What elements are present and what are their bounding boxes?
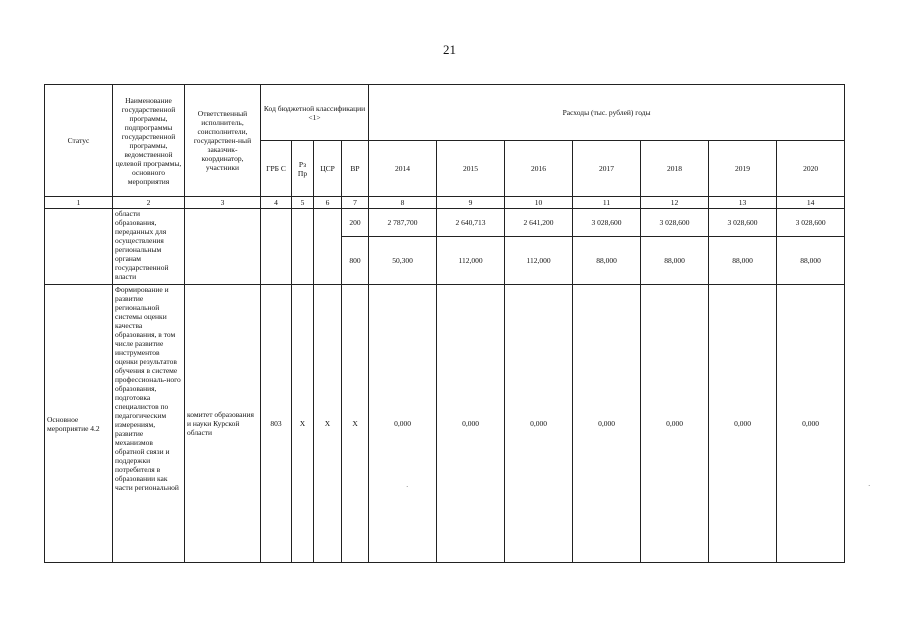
value-cell: 0,000 bbox=[505, 285, 573, 563]
value-cell: 0,000 bbox=[777, 285, 845, 563]
activity-name: Формирование и развитие региональной системы оценки качества образования, в том числе развитие инструментов оценки результатов обучения в системе профессиональ-ного образования, подготовка специалистов по педагогическим измерениям, развитие механизмов обратной связи и поддержки потребителя в образовании как части региональной bbox=[113, 285, 185, 563]
activity-executor: комитет образования и науки Курской области bbox=[185, 285, 261, 563]
value-cell: 0,000 bbox=[641, 285, 709, 563]
value-cell: 3 028,600 bbox=[573, 209, 641, 237]
budget-table bbox=[44, 84, 845, 563]
column-number: 4 bbox=[261, 197, 292, 209]
value-cell: 88,000 bbox=[641, 237, 709, 285]
column-number: 10 bbox=[505, 197, 573, 209]
value-cell: 0,000 bbox=[573, 285, 641, 563]
continuation-status bbox=[45, 209, 113, 285]
value-cell: 2 787,700 bbox=[369, 209, 437, 237]
column-number: 11 bbox=[573, 197, 641, 209]
column-number: 9 bbox=[437, 197, 505, 209]
header-row bbox=[45, 85, 845, 141]
table-row bbox=[45, 209, 845, 237]
value-cell: 0,000 bbox=[369, 285, 437, 563]
header-year: 2014 bbox=[369, 141, 437, 197]
header-rzpr: Рз Пр bbox=[292, 141, 314, 197]
activity-grbs: 803 bbox=[261, 285, 292, 563]
header-executor: Ответственный исполнитель, соисполнители, государствен-ный заказчик-координатор, участники bbox=[185, 85, 261, 197]
value-cell: 50,300 bbox=[369, 237, 437, 285]
page-number: 21 bbox=[443, 42, 456, 57]
continuation-name: области образования, переданных для осуществления региональным органам государственной власти bbox=[113, 209, 185, 285]
column-number: 8 bbox=[369, 197, 437, 209]
activity-vr: X bbox=[342, 285, 369, 563]
value-cell: 2 641,200 bbox=[505, 209, 573, 237]
column-number: 3 bbox=[185, 197, 261, 209]
column-number: 2 bbox=[113, 197, 185, 209]
value-cell: 0,000 bbox=[709, 285, 777, 563]
column-number: 13 bbox=[709, 197, 777, 209]
header-year: 2020 bbox=[777, 141, 845, 197]
header-year: 2015 bbox=[437, 141, 505, 197]
header-name: Наименование государственной программы, подпрограммы государственной программы, ведомственной целевой программы, основного мероприятия bbox=[113, 85, 185, 197]
value-cell: 88,000 bbox=[777, 237, 845, 285]
header-grbs: ГРБ С bbox=[261, 141, 292, 197]
value-cell: 88,000 bbox=[709, 237, 777, 285]
header-expenses: Расходы (тыс. рублей) годы bbox=[369, 85, 845, 141]
column-number: 14 bbox=[777, 197, 845, 209]
value-cell: 3 028,600 bbox=[777, 209, 845, 237]
header-budget-code: Код бюджетной классификации <1> bbox=[261, 85, 369, 141]
value-cell: 3 028,600 bbox=[709, 209, 777, 237]
continuation-rzpr bbox=[292, 209, 314, 285]
header-csr: ЦСР bbox=[314, 141, 342, 197]
vr-cell: 200 bbox=[342, 209, 369, 237]
header-vr: ВР bbox=[342, 141, 369, 197]
column-number-row bbox=[45, 197, 845, 209]
value-cell: 112,000 bbox=[505, 237, 573, 285]
value-cell: 88,000 bbox=[573, 237, 641, 285]
value-cell: 3 028,600 bbox=[641, 209, 709, 237]
value-cell: 2 640,713 bbox=[437, 209, 505, 237]
table-row bbox=[45, 285, 845, 563]
header-year: 2016 bbox=[505, 141, 573, 197]
header-status: Статус bbox=[45, 85, 113, 197]
value-cell: 0,000 bbox=[437, 285, 505, 563]
continuation-executor bbox=[185, 209, 261, 285]
column-number: 7 bbox=[342, 197, 369, 209]
column-number: 12 bbox=[641, 197, 709, 209]
vr-cell: 800 bbox=[342, 237, 369, 285]
column-number: 1 bbox=[45, 197, 113, 209]
activity-status: Основное мероприятие 4.2 bbox=[45, 285, 113, 563]
continuation-csr bbox=[314, 209, 342, 285]
column-number: 5 bbox=[292, 197, 314, 209]
header-year: 2018 bbox=[641, 141, 709, 197]
activity-rzpr: X bbox=[292, 285, 314, 563]
scan-speck: · bbox=[868, 482, 871, 490]
scan-speck: · bbox=[406, 483, 409, 491]
header-year: 2017 bbox=[573, 141, 641, 197]
header-year: 2019 bbox=[709, 141, 777, 197]
column-number: 6 bbox=[314, 197, 342, 209]
activity-csr: X bbox=[314, 285, 342, 563]
continuation-grbs bbox=[261, 209, 292, 285]
value-cell: 112,000 bbox=[437, 237, 505, 285]
